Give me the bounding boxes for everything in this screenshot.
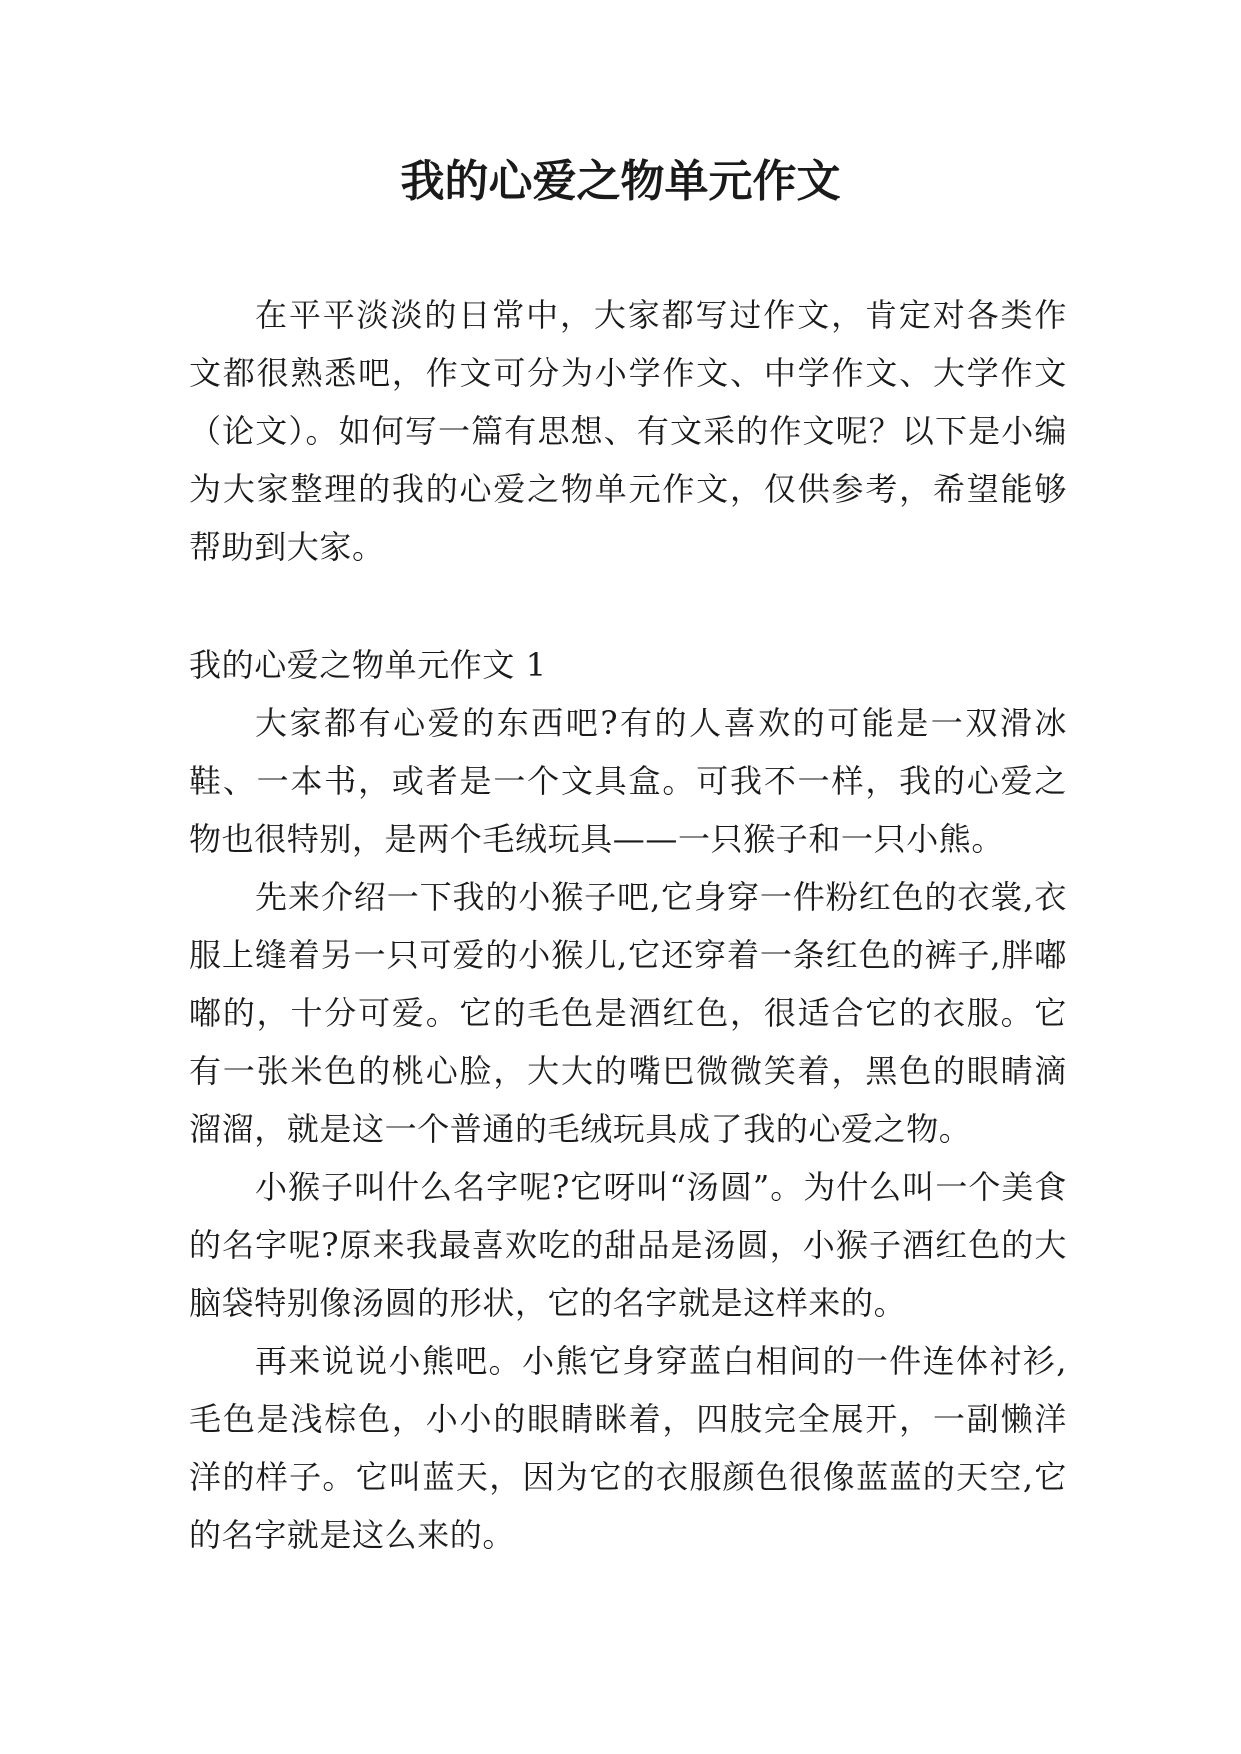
body-paragraph-2: 先来介绍一下我的小猴子吧,它身穿一件粉红色的衣裳,衣服上缝着另一只可爱的小猴儿,它还穿着一条红色的裤子,胖嘟嘟的，十分可爱。它的毛色是酒红色，很适合它的衣服。它有一张米色的桃心脸，大大的嘴巴微微笑着，黑色的眼睛滴溜溜，就是这一个普通的毛绒玩具成了我的心爱之物。	[189, 878, 1067, 1148]
document-title: 我的心爱之物单元作文	[400, 156, 841, 207]
intro-paragraph: 在平平淡淡的日常中，大家都写过作文，肯定对各类作文都很熟悉吧，作文可分为小学作文、中学作文、大学作文（论文）。如何写一篇有思想、有文采的作文呢？以下是小编为大家整理的我的心爱之物单元作文，仅供参考，希望能够帮助到大家。	[189, 296, 1067, 566]
body-paragraph-3: 小猴子叫什么名字呢?它呀叫“汤圆”。为什么叫一个美食的名字呢?原来我最喜欢吃的甜品是汤圆，小猴子酒红色的大脑袋特别像汤圆的形状，它的名字就是这样来的。	[189, 1168, 1067, 1322]
body-paragraph-4: 再来说说小熊吧。小熊它身穿蓝白相间的一件连体衬衫,毛色是浅棕色，小小的眼睛眯着，四肢完全展开，一副懒洋洋的样子。它叫蓝天，因为它的衣服颜色很像蓝蓝的天空,它的名字就是这么来的。	[189, 1342, 1067, 1554]
body-paragraph-1: 大家都有心爱的东西吧?有的人喜欢的可能是一双滑冰鞋、一本书，或者是一个文具盒。可我不一样，我的心爱之物也很特别，是两个毛绒玩具——一只猴子和一只小熊。	[189, 704, 1067, 858]
section-heading: 我的心爱之物单元作文 1	[189, 646, 547, 684]
